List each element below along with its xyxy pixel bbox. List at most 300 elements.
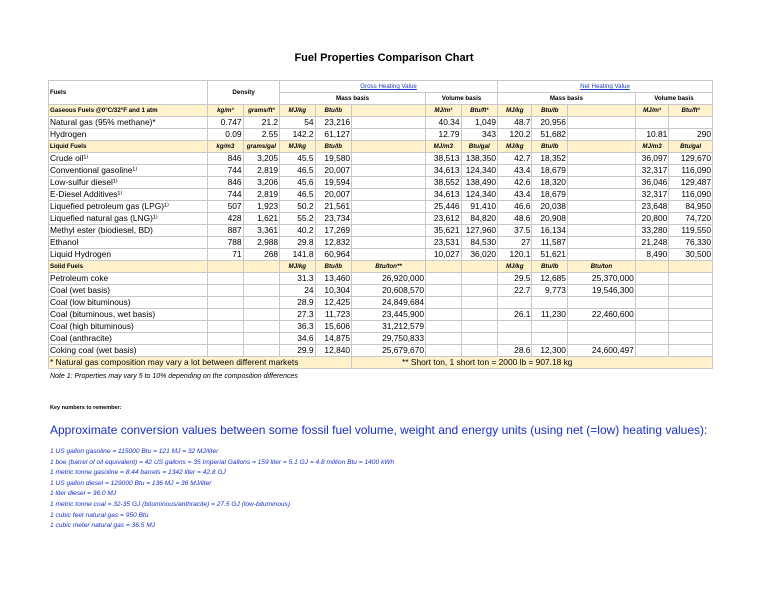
value-cell: 40.34 (426, 117, 461, 129)
value-cell (635, 309, 668, 321)
value-cell: 43.4 (498, 165, 532, 177)
value-cell: 10.81 (635, 129, 668, 141)
value-cell: 290 (669, 129, 713, 141)
value-cell: 29.8 (280, 237, 315, 249)
value-cell (426, 309, 461, 321)
unit-header: MJ/kg (498, 105, 532, 117)
table-row (49, 321, 713, 333)
value-cell: 26,920,000 (352, 273, 426, 285)
value-cell (243, 321, 280, 333)
value-cell: 11,587 (532, 237, 567, 249)
table-row (49, 213, 713, 225)
fuel-name-cell: Hydrogen (49, 129, 208, 141)
unit-header (352, 141, 426, 153)
value-cell: 120.2 (498, 129, 532, 141)
value-cell (461, 345, 498, 357)
table-row (49, 333, 713, 345)
value-cell: 45.5 (280, 153, 315, 165)
value-cell (567, 333, 635, 345)
value-cell: 45.6 (280, 177, 315, 189)
value-cell (567, 201, 635, 213)
value-cell: 129,487 (669, 177, 713, 189)
value-cell (352, 201, 426, 213)
short-ton-footnote: ** Short ton, 1 short ton = 2000 lb = 907.18 kg (352, 357, 713, 369)
value-cell: 29.5 (498, 273, 532, 285)
table-row (49, 225, 713, 237)
fuel-name-cell: Natural gas (95% methane)* (49, 117, 208, 129)
fuel-name-cell: Coal (anthracite) (49, 333, 208, 345)
value-cell (669, 333, 713, 345)
fuel-name-cell: Petroleum coke (49, 273, 208, 285)
gross-heating-value-link[interactable]: Gross Heating Value (280, 81, 498, 93)
value-cell: 28.6 (498, 345, 532, 357)
unit-header: Btu/lb (315, 105, 351, 117)
value-cell (532, 297, 567, 309)
value-cell: 43.4 (498, 189, 532, 201)
value-cell: 11,230 (532, 309, 567, 321)
value-cell: 12,685 (532, 273, 567, 285)
net-volume-basis-header: Volume basis (635, 93, 712, 105)
value-cell (567, 297, 635, 309)
value-cell: 84,950 (669, 201, 713, 213)
conversion-item: 1 metric tonne gasoline = 8.44 barrels = 1342 liter = 42.8 GJ (50, 469, 226, 477)
value-cell: 60,964 (315, 249, 351, 261)
value-cell (461, 285, 498, 297)
table-row (49, 189, 713, 201)
value-cell: 20,908 (532, 213, 567, 225)
unit-header: MJ/m3 (635, 141, 668, 153)
key-numbers-label: Key numbers to remember: (50, 405, 122, 411)
unit-header: Btu/ft³ (669, 105, 713, 117)
value-cell: 120.1 (498, 249, 532, 261)
value-cell (426, 333, 461, 345)
value-cell: 20,608,570 (352, 285, 426, 297)
fuel-name-cell: Liquefied natural gas (LNG)¹⁾ (49, 213, 208, 225)
unit-header: grams/gal (243, 141, 280, 153)
value-cell: 18,679 (532, 165, 567, 177)
conversion-item: 1 liter diesel = 36.0 MJ (50, 490, 117, 498)
value-cell: 25,446 (426, 201, 461, 213)
value-cell (635, 273, 668, 285)
value-cell: 51,621 (532, 249, 567, 261)
unit-header: Btu/lb (532, 141, 567, 153)
value-cell: 2.55 (243, 129, 280, 141)
value-cell: 19,580 (315, 153, 351, 165)
table-row (49, 201, 713, 213)
net-heating-value-link[interactable]: Net Heating Value (498, 81, 713, 93)
value-cell (461, 321, 498, 333)
value-cell: 38,552 (426, 177, 461, 189)
value-cell: 127,960 (461, 225, 498, 237)
value-cell (567, 249, 635, 261)
value-cell: 116,090 (669, 189, 713, 201)
fuel-name-cell: Ethanol (49, 237, 208, 249)
unit-header (461, 261, 498, 273)
value-cell: 74,720 (669, 213, 713, 225)
fuel-name-cell: Liquid Hydrogen (49, 249, 208, 261)
natural-gas-footnote: * Natural gas composition may vary a lot between different markets (49, 357, 352, 369)
value-cell: 25,370,000 (567, 273, 635, 285)
value-cell: 36,020 (461, 249, 498, 261)
table-row (49, 273, 713, 285)
fuels-header: Fuels (49, 81, 208, 105)
value-cell (669, 285, 713, 297)
value-cell (532, 321, 567, 333)
value-cell (208, 333, 243, 345)
value-cell (567, 117, 635, 129)
value-cell (669, 345, 713, 357)
conversion-item: 1 US gallon diesel = 129000 Btu = 136 MJ = 36 MJ/liter (50, 479, 212, 487)
unit-header: grams/ft³ (243, 105, 280, 117)
value-cell: 141.8 (280, 249, 315, 261)
value-cell: 3,361 (243, 225, 280, 237)
section-header-row (49, 105, 713, 117)
value-cell: 24 (280, 285, 315, 297)
fuel-name-cell: Coal (wet basis) (49, 285, 208, 297)
table-row (49, 309, 713, 321)
fuel-name-cell: Coal (low bituminous) (49, 297, 208, 309)
unit-header (567, 105, 635, 117)
value-cell: 22,460,600 (567, 309, 635, 321)
value-cell: 16,134 (532, 225, 567, 237)
conversion-item: 1 US gallon gasoline = 115000 Btu = 121 MJ = 32 MJ/liter (50, 448, 219, 455)
conversion-title: Approximate conversion values between some fossil fuel volume, weight and energy units (using net (=low) heating values): (50, 423, 708, 437)
value-cell: 744 (208, 189, 243, 201)
value-cell: 12,832 (315, 237, 351, 249)
value-cell (567, 165, 635, 177)
value-cell: 11,723 (315, 309, 351, 321)
value-cell: 17,269 (315, 225, 351, 237)
value-cell (208, 297, 243, 309)
value-cell: 36.3 (280, 321, 315, 333)
value-cell: 34,613 (426, 165, 461, 177)
value-cell: 0.747 (208, 117, 243, 129)
value-cell: 3,205 (243, 153, 280, 165)
table-row (49, 153, 713, 165)
value-cell: 116,090 (669, 165, 713, 177)
header-row-top (49, 81, 713, 93)
fuel-name-cell: Liquefied petroleum gas (LPG)¹⁾ (49, 201, 208, 213)
unit-header (635, 261, 668, 273)
value-cell: 138,350 (461, 153, 498, 165)
value-cell: 84,530 (461, 237, 498, 249)
table-row (49, 285, 713, 297)
unit-header: Btu/gal (461, 141, 498, 153)
value-cell (498, 297, 532, 309)
value-cell: 48.7 (498, 117, 532, 129)
conversion-list (50, 447, 394, 532)
fuel-name-cell: Coal (bituminous, wet basis) (49, 309, 208, 321)
value-cell (567, 225, 635, 237)
value-cell: 2,819 (243, 165, 280, 177)
unit-header: MJ/m3 (426, 141, 461, 153)
value-cell: 846 (208, 177, 243, 189)
gross-mass-basis-header: Mass basis (280, 93, 426, 105)
table-row (49, 345, 713, 357)
value-cell (498, 333, 532, 345)
value-cell: 23,612 (426, 213, 461, 225)
value-cell (243, 333, 280, 345)
value-cell: 507 (208, 201, 243, 213)
value-cell: 91,410 (461, 201, 498, 213)
value-cell (426, 297, 461, 309)
value-cell: 42.6 (498, 177, 532, 189)
value-cell: 18,352 (532, 153, 567, 165)
section-title: Gaseous Fuels @0°C/32°F and 1 atm (49, 105, 208, 117)
value-cell: 19,546,300 (567, 285, 635, 297)
value-cell: 37.5 (498, 225, 532, 237)
value-cell: 343 (461, 129, 498, 141)
conversion-item: 1 boe (barrel of oil equivalent) = 42 US gallons = 35 Imperial Gallons = 159 liter = 5.1 GJ = 4.8 million Btu = 1400 kWh (50, 458, 395, 466)
value-cell (352, 213, 426, 225)
value-cell: 0.09 (208, 129, 243, 141)
value-cell: 138,490 (461, 177, 498, 189)
value-cell: 19,594 (315, 177, 351, 189)
value-cell (669, 273, 713, 285)
value-cell: 142.2 (280, 129, 315, 141)
unit-header (426, 261, 461, 273)
value-cell: 32,317 (635, 165, 668, 177)
value-cell: 1,621 (243, 213, 280, 225)
value-cell: 887 (208, 225, 243, 237)
table-row (49, 177, 713, 189)
value-cell: 51,682 (532, 129, 567, 141)
value-cell: 1,049 (461, 117, 498, 129)
unit-header: MJ/kg (280, 261, 315, 273)
fuel-name-cell: Coking coal (wet basis) (49, 345, 208, 357)
value-cell (243, 345, 280, 357)
value-cell: 8,490 (635, 249, 668, 261)
section-title: Solid Fuels (49, 261, 208, 273)
value-cell: 48.6 (498, 213, 532, 225)
value-cell (669, 297, 713, 309)
fuel-name-cell: Coal (high bituminous) (49, 321, 208, 333)
value-cell (243, 309, 280, 321)
table-row (49, 165, 713, 177)
value-cell (567, 237, 635, 249)
value-cell: 31,212,579 (352, 321, 426, 333)
footnote-row (49, 357, 713, 369)
unit-header: MJ/m³ (635, 105, 668, 117)
value-cell: 23,216 (315, 117, 351, 129)
unit-header (567, 141, 635, 153)
value-cell: 124,340 (461, 189, 498, 201)
value-cell: 34,613 (426, 189, 461, 201)
value-cell: 29,750,833 (352, 333, 426, 345)
value-cell: 129,670 (669, 153, 713, 165)
value-cell (669, 321, 713, 333)
value-cell (352, 225, 426, 237)
value-cell (208, 309, 243, 321)
value-cell (208, 345, 243, 357)
value-cell (635, 297, 668, 309)
value-cell (567, 189, 635, 201)
fuel-properties-table (48, 80, 713, 369)
value-cell (461, 297, 498, 309)
value-cell (352, 237, 426, 249)
value-cell (352, 129, 426, 141)
chart-title: Fuel Properties Comparison Chart (294, 52, 474, 64)
value-cell: 36,097 (635, 153, 668, 165)
value-cell: 30,500 (669, 249, 713, 261)
value-cell (567, 129, 635, 141)
section-header-row (49, 261, 713, 273)
value-cell (635, 117, 668, 129)
value-cell: 10,304 (315, 285, 351, 297)
value-cell (352, 153, 426, 165)
value-cell: 21.2 (243, 117, 280, 129)
value-cell: 20,007 (315, 189, 351, 201)
value-cell: 71 (208, 249, 243, 261)
value-cell: 15,606 (315, 321, 351, 333)
value-cell (635, 345, 668, 357)
value-cell (208, 273, 243, 285)
value-cell: 119,550 (669, 225, 713, 237)
value-cell: 2,988 (243, 237, 280, 249)
fuel-name-cell: Conventional gasoline¹⁾ (49, 165, 208, 177)
value-cell: 23,648 (635, 201, 668, 213)
unit-header: kg/m3 (208, 141, 243, 153)
value-cell: 20,007 (315, 165, 351, 177)
value-cell (426, 345, 461, 357)
value-cell: 18,320 (532, 177, 567, 189)
fuel-name-cell: Crude oil¹⁾ (49, 153, 208, 165)
value-cell (461, 273, 498, 285)
fuel-name-cell: E-Diesel Additives¹⁾ (49, 189, 208, 201)
value-cell: 846 (208, 153, 243, 165)
unit-header: MJ/kg (280, 105, 315, 117)
value-cell (243, 285, 280, 297)
unit-header: Btu/lb (532, 105, 567, 117)
unit-header (243, 261, 280, 273)
table-row (49, 297, 713, 309)
table-row (49, 117, 713, 129)
value-cell: 21,248 (635, 237, 668, 249)
unit-header (669, 261, 713, 273)
unit-header (352, 105, 426, 117)
fuel-name-cell: Methyl ester (biodiesel, BD) (49, 225, 208, 237)
fuel-name-cell: Low-sulfur diesel¹⁾ (49, 177, 208, 189)
value-cell (461, 309, 498, 321)
unit-header: MJ/m³ (426, 105, 461, 117)
value-cell (243, 297, 280, 309)
value-cell: 27.3 (280, 309, 315, 321)
unit-header: Btu/lb (315, 141, 351, 153)
value-cell: 268 (243, 249, 280, 261)
value-cell (352, 177, 426, 189)
value-cell (243, 273, 280, 285)
value-cell: 84,820 (461, 213, 498, 225)
unit-header: kg/m³ (208, 105, 243, 117)
value-cell: 21,561 (315, 201, 351, 213)
value-cell: 42.7 (498, 153, 532, 165)
unit-header: Btu/gal (669, 141, 713, 153)
value-cell: 124,340 (461, 165, 498, 177)
table-row (49, 237, 713, 249)
unit-header: Btu/ton** (352, 261, 426, 273)
value-cell: 23,531 (426, 237, 461, 249)
value-cell (669, 117, 713, 129)
value-cell: 36,046 (635, 177, 668, 189)
value-cell: 12,425 (315, 297, 351, 309)
value-cell: 26.1 (498, 309, 532, 321)
unit-header (208, 261, 243, 273)
value-cell: 12,840 (315, 345, 351, 357)
gross-volume-basis-header: Volume basis (426, 93, 498, 105)
value-cell: 428 (208, 213, 243, 225)
unit-header: MJ/kg (280, 141, 315, 153)
value-cell: 12.79 (426, 129, 461, 141)
value-cell: 35,621 (426, 225, 461, 237)
value-cell (567, 153, 635, 165)
value-cell (426, 285, 461, 297)
value-cell (426, 273, 461, 285)
composition-note: Note 1: Properties may vary 5 to 10% depending on the composition differences (50, 373, 298, 380)
value-cell (669, 309, 713, 321)
value-cell (352, 117, 426, 129)
value-cell: 55.2 (280, 213, 315, 225)
value-cell: 9,773 (532, 285, 567, 297)
value-cell: 32,317 (635, 189, 668, 201)
value-cell (352, 165, 426, 177)
value-cell: 23,734 (315, 213, 351, 225)
unit-header: Btu/lb (315, 261, 351, 273)
value-cell (567, 321, 635, 333)
unit-header: MJ/kg (498, 261, 532, 273)
value-cell: 25,679,670 (352, 345, 426, 357)
value-cell (208, 321, 243, 333)
value-cell (635, 321, 668, 333)
value-cell: 2,819 (243, 189, 280, 201)
section-title: Liquid Fuels (49, 141, 208, 153)
net-mass-basis-header: Mass basis (498, 93, 636, 105)
value-cell: 61,127 (315, 129, 351, 141)
conversion-item: 1 cubic meter natural gas = 36.5 MJ (50, 522, 156, 530)
value-cell (567, 213, 635, 225)
value-cell (532, 333, 567, 345)
value-cell: 29.9 (280, 345, 315, 357)
value-cell: 13,460 (315, 273, 351, 285)
density-header: Density (208, 81, 280, 105)
value-cell (352, 249, 426, 261)
value-cell: 31.3 (280, 273, 315, 285)
value-cell: 23,445,900 (352, 309, 426, 321)
value-cell: 54 (280, 117, 315, 129)
conversion-item: 1 cubic feet natural gas = 950 Btu (50, 511, 149, 519)
value-cell: 20,800 (635, 213, 668, 225)
value-cell (208, 285, 243, 297)
value-cell: 24,600,497 (567, 345, 635, 357)
value-cell: 40.2 (280, 225, 315, 237)
conversion-item: 1 metric tonne coal = 32-35 GJ (bituminous/anthracite) = 27.5 GJ (low-bituminous) (50, 500, 291, 508)
value-cell: 38,513 (426, 153, 461, 165)
value-cell (352, 189, 426, 201)
value-cell (635, 333, 668, 345)
value-cell (567, 177, 635, 189)
value-cell: 1,923 (243, 201, 280, 213)
value-cell: 10,027 (426, 249, 461, 261)
value-cell (461, 333, 498, 345)
value-cell: 3,206 (243, 177, 280, 189)
value-cell: 33,280 (635, 225, 668, 237)
value-cell: 788 (208, 237, 243, 249)
value-cell: 76,330 (669, 237, 713, 249)
section-header-row (49, 141, 713, 153)
value-cell: 20,038 (532, 201, 567, 213)
value-cell: 18,679 (532, 189, 567, 201)
value-cell: 12,300 (532, 345, 567, 357)
value-cell (498, 321, 532, 333)
